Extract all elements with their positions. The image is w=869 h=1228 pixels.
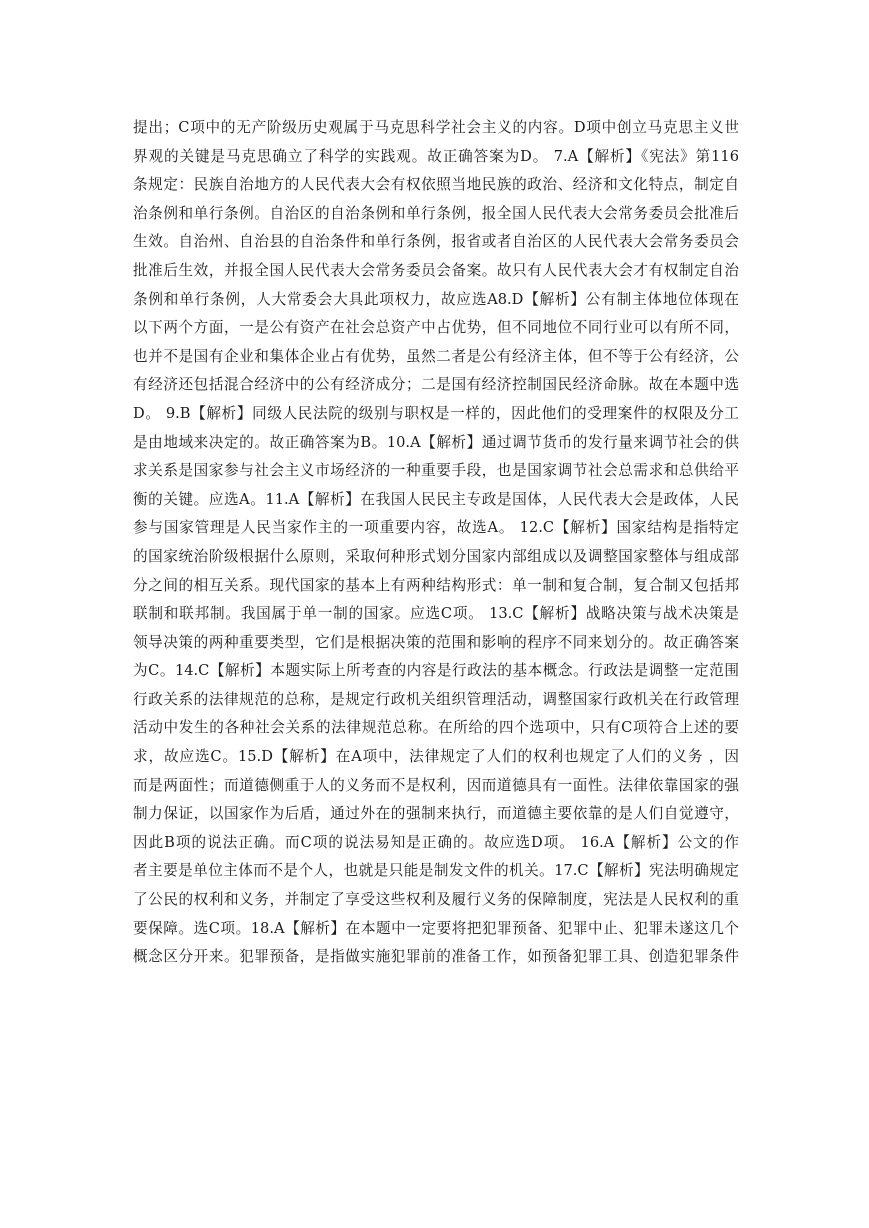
text-line: 也并不是国有企业和集体企业占有优势，虽然二者是公有经济主体，但不等于公有经济，公 [133,347,739,365]
text-line: 提出；C项中的无产阶级历史观属于马克思科学社会主义的内容。D项中创立马克思主义世 [133,119,739,136]
text-line: 要保障。选C项。18.A【解析】在本题中一定要将把犯罪预备、犯罪中止、犯罪未遂这几个 [133,919,739,937]
text-line: D。 9.B【解析】同级人民法院的级别与职权是一样的，因此他们的受理案件的权限及分工 [133,404,739,422]
text-line: 因此B项的说法正确。而C项的说法易知是正确的。故应选D项。 16.A【解析】公文的作 [133,833,739,851]
text-line: 分之间的相互关系。现代国家的基本上有两种结构形式：单一制和复合制，复合制又包括邦 [133,576,739,594]
text-line: 生效。自治州、自治县的自治条件和单行条例，报省或者自治区的人民代表大会常务委员会 [133,233,739,251]
text-line: 行政关系的法律规范的总称，是规定行政机关组织管理活动，调整国家行政机关在行政管理 [133,690,739,708]
text-line: 制力保证，以国家作为后盾，通过外在的强制来执行，而道德主要依靠的是人们自觉遵守， [133,805,739,823]
text-line: 界观的关键是马克思确立了科学的实践观。故正确答案为D。 7.A【解析】《宪法》第116 [133,147,739,165]
text-line: 活动中发生的各种社会关系的法律规范总称。在所给的四个选项中，只有C项符合上述的要 [133,719,739,737]
text-line: 联制和联邦制。我国属于单一制的国家。应选C项。 13.C【解析】战略决策与战术决策是 [133,605,739,623]
text-line: 概念区分开来。犯罪预备，是指做实施犯罪前的准备工作，如预备犯罪工具、创造犯罪条件 [133,948,739,966]
text-line: 条例和单行条例，人大常委会大具此项权力，故应选A8.D【解析】公有制主体地位体现在 [133,290,739,308]
text-line: 者主要是单位主体而不是个人，也就是只能是制发文件的机关。17.C【解析】宪法明确规定 [133,862,739,880]
text-line: 衡的关键。应选A。11.A【解析】在我国人民民主专政是国体，人民代表大会是政体，人民 [133,490,739,508]
text-line: 了公民的权利和义务，并制定了享受这些权利及履行义务的保障制度，宪法是人民权利的重 [133,891,739,909]
text-line: 的国家统治阶级根据什么原则，采取何种形式划分国家内部组成以及调整国家整体与组成部 [133,547,739,565]
text-line: 参与国家管理是人民当家作主的一项重要内容，故选A。 12.C【解析】国家结构是指特定 [133,519,739,537]
text-line: 条规定：民族自治地方的人民代表大会有权依照当地民族的政治、经济和文化特点，制定自 [133,176,739,194]
text-line: 求关系是国家参与社会主义市场经济的一种重要手段，也是国家调节社会总需求和总供给平 [133,462,739,480]
text-line: 以下两个方面，一是公有资产在社会总资产中占优势，但不同地位不同行业可以有所不同， [133,319,739,337]
text-line: 批准后生效，并报全国人民代表大会常务委员会备案。故只有人民代表大会才有权制定自治 [133,261,739,279]
text-line: 治条例和单行条例。自治区的自治条例和单行条例，报全国人民代表大会常务委员会批准后 [133,204,739,222]
text-line: 而是两面性；而道德侧重于人的义务而不是权利，因而道德具有一面性。法律依靠国家的强 [133,776,739,794]
text-line: 有经济还包括混合经济中的公有经济成分；二是国有经济控制国民经济命脉。故在本题中选 [133,376,739,394]
text-line: 领导决策的两种重要类型，它们是根据决策的范围和影响的程序不同来划分的。故正确答案 [133,633,739,651]
text-line: 求，故应选C。15.D【解析】在A项中，法律规定了人们的权利也规定了人们的义务 ，因 [133,748,739,766]
text-line: 为C。14.C【解析】本题实际上所考查的内容是行政法的基本概念。行政法是调整一定范围 [133,662,739,680]
answer-explanation-text [133,114,739,972]
text-line: 是由地域来决定的。故正确答案为B。10.A【解析】通过调节货币的发行量来调节社会的供 [133,433,739,451]
